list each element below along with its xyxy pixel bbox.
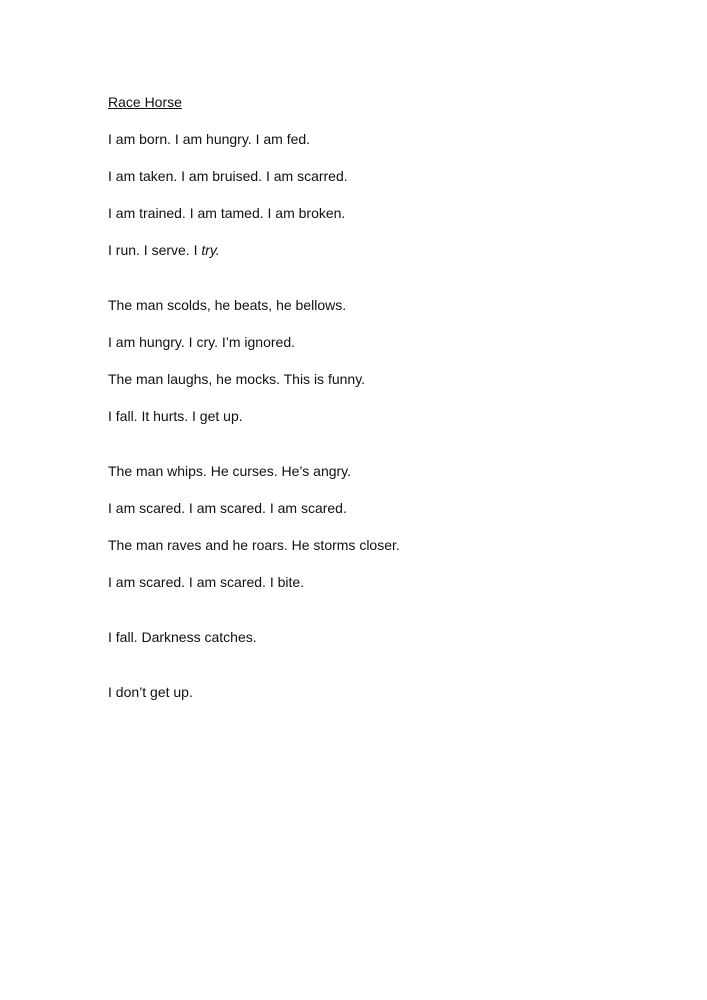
poem-line: I am trained. I am tamed. I am broken. [108, 205, 346, 221]
poem-line-text: I run. I serve. I [108, 242, 202, 258]
poem-line: I am hungry. I cry. I’m ignored. [108, 334, 295, 350]
poem-line: The man laughs, he mocks. This is funny. [108, 371, 366, 387]
poem-title: Race Horse [108, 94, 182, 110]
poem-line [108, 242, 220, 258]
poem-line: I am taken. I am bruised. I am scarred. [108, 168, 348, 184]
poem-line: I don’t get up. [108, 684, 193, 700]
poem-line: The man raves and he roars. He storms closer. [108, 537, 400, 553]
poem-line: I am scared. I am scared. I bite. [108, 574, 305, 590]
poem-line: I am scared. I am scared. I am scared. [108, 500, 347, 516]
poem-line: I fall. It hurts. I get up. [108, 408, 243, 424]
poem-line: I fall. Darkness catches. [108, 629, 257, 645]
poem-line: I am born. I am hungry. I am fed. [108, 131, 311, 147]
poem-line: The man whips. He curses. He’s angry. [108, 463, 352, 479]
poem-line: The man scolds, he beats, he bellows. [108, 297, 347, 313]
poem-emphasis: try. [201, 242, 220, 258]
